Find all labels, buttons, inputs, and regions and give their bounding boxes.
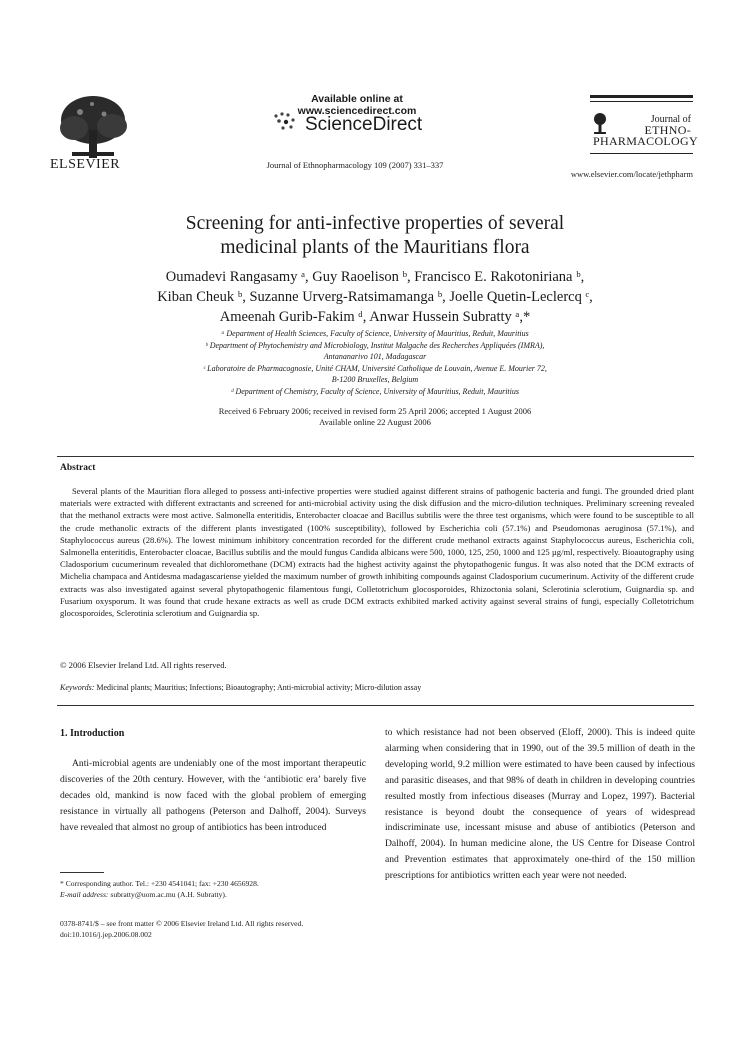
header-rule	[590, 101, 693, 102]
authors-line: Ameenah Gurib-Fakim ᵈ, Anwar Hussein Subratty ᵃ,*	[219, 309, 531, 325]
abstract-copyright: © 2006 Elsevier Ireland Ltd. All rights reserved.	[60, 660, 227, 670]
email-address: subratty@uom.ac.mu (A.H. Subratty).	[110, 890, 227, 899]
doi-line: doi:10.1016/j.jep.2006.08.002	[60, 930, 152, 939]
affiliations	[140, 328, 610, 397]
title-line: Screening for anti-infective properties of several	[185, 213, 565, 234]
abstract-bottom-rule	[57, 705, 694, 706]
affiliation-line: B-1200 Bruxelles, Belgium	[331, 375, 419, 384]
email-line	[60, 889, 370, 900]
keywords	[60, 683, 421, 692]
abstract-top-rule	[57, 456, 694, 457]
issn-line: 0378-8741/$ – see front matter © 2006 Elsevier Ireland Ltd. All rights reserved.	[60, 919, 304, 928]
abstract-heading: Abstract	[60, 463, 96, 473]
footnote	[60, 878, 370, 900]
authors-line: Kiban Cheuk ᵇ, Suzanne Urverg-Ratsimamanga ᵇ, Joelle Quetin-Leclercq ᶜ,	[157, 289, 593, 305]
affiliation-line: ᵈ Department of Chemistry, Faculty of Science, University of Mauritius, Reduit, Mauritius	[231, 386, 519, 396]
article-title	[120, 212, 630, 260]
issn-doi-block	[60, 918, 380, 940]
publisher-name: ELSEVIER	[50, 157, 121, 172]
keywords-label: Keywords:	[60, 683, 95, 692]
sciencedirect-wordmark: ScienceDirect	[305, 114, 423, 135]
available-online-text: Available online at www.sciencedirect.com	[297, 93, 417, 117]
header-rule	[590, 95, 693, 98]
header-rule	[590, 153, 693, 154]
email-label: E-mail address:	[60, 890, 109, 899]
affiliation-line: ᵇ Department of Phytochemistry and Microbiology, Institut Malgache des Recherches Appliquées (IMRA),	[205, 340, 545, 350]
author-list	[90, 267, 660, 327]
journal-title-block	[593, 114, 698, 148]
affiliation-line: Antananarivo 101, Madagascar	[323, 352, 427, 361]
journal-title-line: ETHNO-	[644, 123, 691, 137]
received-dates: Received 6 February 2006; received in revised form 25 April 2006; accepted 1 August 2006	[218, 406, 532, 416]
section-heading: 1. Introduction	[60, 728, 125, 739]
body-column-right: to which resistance had not been observed (Eloff, 2000). This is indeed quite alarming when considering that in 1990, out of the 39.5 million of death in the developing world, 9.2 million were estimated to have been caused by infectious and parasitic diseases, and that 98% of death in children in developing countries resulted mostly from infectious diseases (Murray and Lopez, 1997). Bacterial resistance is beyond doubt the consequence of years of widespread indiscriminate use, incessant misuse and abuse of antibiotics (Peterson and Dalhoff, 2004). In human medicine alone, the US Centre for Disease Control and Prevention estimates that approximately one-third of the 150 million prescriptions for antibiotics written each year were not needed.	[385, 727, 695, 882]
journal-url: www.elsevier.com/locate/jethpharm	[570, 169, 693, 179]
keywords-list: Medicinal plants; Mauritius; Infections; Bioautography; Anti-microbial activity; Micro-dilution assay	[96, 683, 422, 692]
footnote-rule	[60, 872, 104, 873]
body-column-left: Anti-microbial agents are undeniably one of the most important therapeutic discoveries of the 20th century. However, with the ‘antibiotic era’ barely five decades old, mankind is now faced with the global problem of emerging resistance in virtually all pathogens (Peterson and Dalhoff, 2004). Surveys have revealed that almost no group of antibiotics has been introduced	[60, 758, 366, 833]
authors-line: Oumadevi Rangasamy ᵃ, Guy Raoelison ᵇ, Francisco E. Rakotoniriana ᵇ,	[165, 269, 585, 285]
affiliation-line: ᵃ Department of Health Sciences, Faculty of Science, University of Mauritius, Reduit, Mauritius	[221, 329, 529, 338]
journal-title-line: PHARMACOLOGY	[593, 134, 698, 148]
title-line: medicinal plants of the Mauritians flora	[220, 237, 530, 258]
available-date: Available online 22 August 2006	[319, 417, 431, 427]
sciencedirect-dots-icon	[270, 110, 300, 134]
journal-title-line: Journal of	[650, 114, 691, 125]
article-dates	[140, 406, 610, 428]
affiliation-line: ᶜ Laboratoire de Pharmacognosie, Unité CHAM, Université Catholique de Louvain, Avenue E. Mourier 72,	[203, 363, 547, 373]
corresponding-author: * Corresponding author. Tel.: +230 4541041; fax: +230 4656928.	[60, 879, 259, 888]
journal-citation: Journal of Ethnopharmacology 109 (2007) 331–337	[266, 160, 444, 170]
abstract-text: Several plants of the Mauritian flora alleged to possess anti-infective properties were studied against different strains of pathogenic bacteria and fungi. The grounded dried plant materials were extracted with different extractants and screened for anti-microbial activity using the disk diffusion and the micro-dilution techniques. Preliminary screening revealed that the methanol extracts were most active. Salmonella enteritidis, Enterobacter cloacae and Bacillus subtilis were the three test organisms, which were found to be susceptible to all the crude methanolic extracts of the different plants investigated (100% susceptibility), followed by Escherichia coli (57.1%) and Pseudomonas aeruginosa (57.1%), and Staphylococcus aureus (28.6%). The lowest minimum inhibitory concentration recorded for the different crude methanol extracts against Staphylococcus aureus, Escherichia coli, Salmonella enteritidis, Enterobacter cloacae, Bacillus subtilis and the mould fungus Candida albicans were 500, 1000, 125, 250, 1000 and 125 µg/ml, respectively. Bioautography using Cladosporium cucumerinum revealed that dichloromethane (DCM) extracts had the highest activity against the phytopathogenic fungus. It was also noted that the DCM extracts of Michelia champaca and Antidesma madagascariense yielded the maximum number of growth inhibiting compounds against Cladosporium cucumerinum. Activity of the different crude extracts was also investigated against several phytopathogenic filamentous fungi, Colletotrichum glocosporoides, Rhizoctonia solani, Sclerotinia sclerotium, Guignardia sp. and Fusarium oxysporum. It was found that crude hexane extracts as well as crude DCM extracts exhibited marked activity against several strains of fungi, especially Colletotrichum glocosporoides, Sclerotinia sclerotium and Guignardia sp.	[60, 486, 694, 619]
